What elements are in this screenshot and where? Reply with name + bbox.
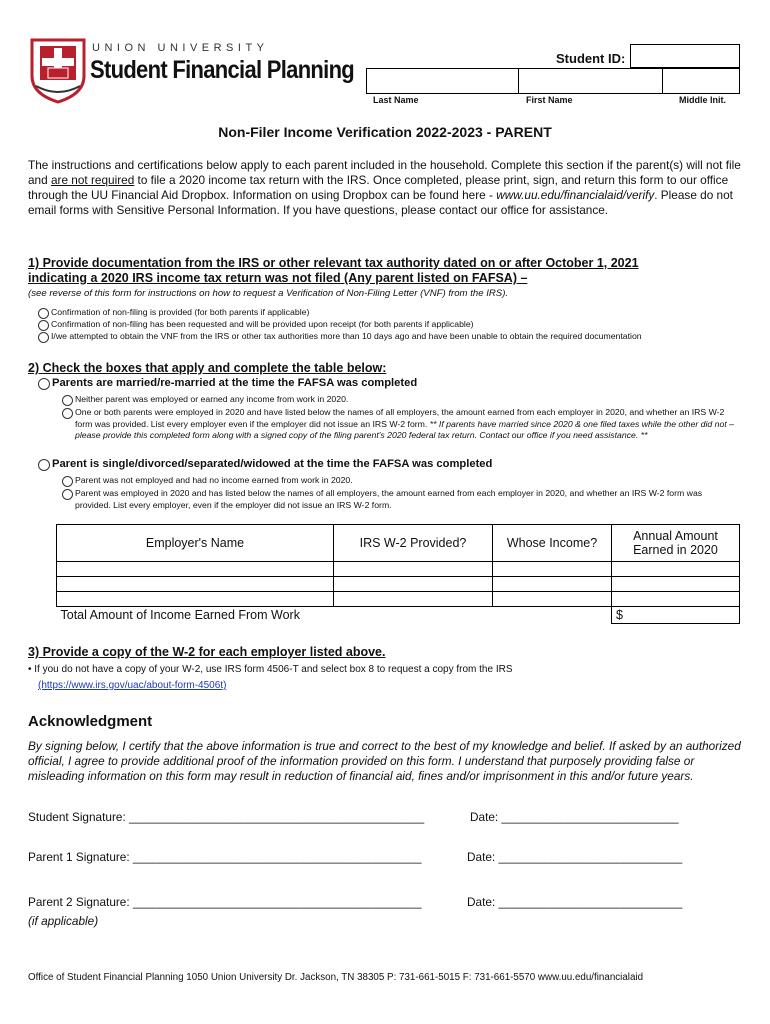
parent1-signature-line[interactable]: Parent 1 Signature: ____________________________________________	[28, 850, 422, 864]
student-id-field[interactable]	[630, 44, 740, 68]
irs-form-link-wrap	[38, 680, 226, 691]
radio-icon[interactable]	[38, 308, 49, 319]
intro-underline: are not required	[50, 173, 135, 187]
form-title: Non-Filer Income Verification 2022-2023 - PARENT	[218, 124, 552, 140]
option-label: Parent is single/divorced/separated/widowed at the time the FAFSA was completed	[52, 458, 493, 470]
acknowledgment-text: By signing below, I certify that the above information is true and correct to the best of my knowledge and belief. If asked by an authorized official, I agree to provide additional proof of the information provided on this form. I understand that purposely providing false or misleading information on this form may result in reduction of financial aid, fines and/or imprisonment in this and/or future years.	[28, 739, 741, 783]
radio-icon[interactable]	[62, 489, 73, 500]
student-id-label: Student ID:	[556, 51, 626, 66]
table-header-row	[57, 525, 740, 562]
option-single-employed[interactable]	[62, 488, 738, 511]
bullet-text: If you do not have a copy of your W-2, use IRS form 4506-T and select box 8 to request a copy from the IRS	[34, 664, 513, 675]
table-row[interactable]	[57, 562, 740, 577]
middle-initial-field[interactable]	[663, 69, 739, 93]
radio-icon[interactable]	[38, 459, 50, 471]
section-2-heading: 2) Check the boxes that apply and complete the table below:	[28, 361, 387, 375]
parent1-date-line[interactable]: Date: ____________________________	[467, 850, 683, 864]
radio-icon[interactable]	[62, 476, 73, 487]
employer-table	[56, 524, 740, 624]
last-name-field[interactable]	[367, 69, 519, 93]
option-parent-single[interactable]	[38, 458, 492, 471]
option-label: I/we attempted to obtain the VNF from the IRS or other tax authorities more than 10 days ago and have been unable to obtain the required documentation	[51, 331, 642, 341]
if-applicable-note: (if applicable)	[28, 914, 99, 928]
section-3-heading: 3) Provide a copy of the W-2 for each employer listed above.	[28, 645, 386, 659]
option-label	[75, 407, 738, 442]
university-seal-logo	[28, 36, 88, 104]
option-label: Parent was not employed and had no income earned from work in 2020.	[75, 475, 353, 485]
section-1-heading	[28, 256, 748, 286]
married-since-note: ** If parents have married since 2020 & one filed taxes while the other did not – please provide this completed form along with a signed copy of the filing parent's 2020 federal tax return. Contact our office if you need assistance. **	[75, 418, 734, 440]
table-total-row	[57, 607, 740, 624]
w2-bullet: • If you do not have a copy of your W-2, use IRS form 4506-T and select box 8 to request a copy from the IRS	[28, 664, 513, 675]
radio-icon[interactable]	[38, 320, 49, 331]
option-parents-married[interactable]	[38, 377, 417, 390]
option-label: Parent was employed in 2020 and has listed below the names of all employers, the amount earned from each employer in 2020, and whether an IRS W-2 form was provided. List every employer, even if the employer did not issue an IRS W-2 form.	[75, 488, 703, 510]
option-vnf-provided[interactable]	[38, 307, 309, 319]
student-name-fields	[366, 68, 740, 94]
option-married-no-income[interactable]	[62, 394, 348, 406]
radio-icon[interactable]	[62, 408, 73, 419]
parent2-date-line[interactable]: Date: ____________________________	[467, 895, 683, 909]
university-name: UNION UNIVERSITY	[92, 42, 269, 54]
first-name-field[interactable]	[519, 69, 663, 93]
table-row[interactable]	[57, 577, 740, 592]
table-row[interactable]	[57, 592, 740, 607]
student-signature-line[interactable]: Student Signature: _____________________________________________	[28, 810, 425, 824]
option-married-employed[interactable]	[62, 407, 738, 442]
acknowledgment-heading: Acknowledgment	[28, 713, 153, 730]
option-single-no-income[interactable]	[62, 475, 353, 487]
intro-paragraph	[28, 158, 743, 218]
radio-icon[interactable]	[38, 378, 50, 390]
intro-text: . Please do not email forms with Sensitive Personal Information. If you have questions, please contact our office for assistance.	[28, 188, 733, 217]
option-label: Confirmation of non-filing is provided (for both parents if applicable)	[51, 307, 310, 317]
option-vnf-unable[interactable]	[38, 331, 642, 343]
section-1-heading-line: indicating a 2020 IRS income tax return was not filed (Any parent listed on FAFSA) –	[28, 271, 528, 285]
first-name-label: First Name	[526, 95, 573, 105]
total-amount-field[interactable]: $	[612, 607, 740, 624]
option-text: One or both parents were employed in 2020 and have listed below the names of all employers, the amount earned from each employer in 2020, and whether an IRS W-2 form was provided. List every employer even if the employer did not issue an IRS W-2 form.	[75, 407, 725, 429]
radio-icon[interactable]	[38, 332, 49, 343]
option-label: Neither parent was employed or earned any income from work in 2020.	[75, 394, 349, 404]
col-annual-amount: Annual Amount Earned in 2020	[612, 525, 740, 562]
last-name-label: Last Name	[373, 95, 419, 105]
option-vnf-requested[interactable]	[38, 319, 474, 331]
col-employer-name: Employer's Name	[57, 525, 334, 562]
department-name: Student Financial Planning	[90, 56, 355, 84]
irs-form-link[interactable]: (https://www.irs.gov/uac/about-form-4506t)	[38, 680, 227, 691]
intro-text: The instructions and certifications below apply to each parent included in the household. Complete this section if the parent(s) will not file and	[28, 158, 741, 187]
radio-icon[interactable]	[62, 395, 73, 406]
intro-text: to file a 2020 income tax return with the IRS. Once completed, please print, sign, and return this form to our office through the UU Financial Aid Dropbox. Information on using Dropbox can be found here -	[28, 173, 729, 202]
option-label: Confirmation of non-filing has been requested and will be provided upon receipt (for both parents if applicable)	[51, 319, 474, 329]
footer-contact: Office of Student Financial Planning 1050 Union University Dr. Jackson, TN 38305 P: 731-661-5015 F: 731-661-5570 www.uu.edu/financialaid	[28, 972, 644, 983]
section-1-heading-line: 1) Provide documentation from the IRS or other relevant tax authority dated on or after October 1, 2021	[28, 256, 639, 270]
total-label: Total Amount of Income Earned From Work	[57, 607, 612, 624]
col-w2-provided: IRS W-2 Provided?	[334, 525, 493, 562]
verify-url: www.uu.edu/financialaid/verify	[496, 188, 655, 202]
section-1-note: (see reverse of this form for instructions on how to request a Verification of Non-Filing Letter (VNF) from the IRS).	[28, 288, 509, 299]
middle-initial-label: Middle Init.	[679, 95, 726, 105]
option-label: Parents are married/re-married at the time the FAFSA was completed	[52, 377, 418, 389]
parent2-signature-line[interactable]: Parent 2 Signature: ____________________________________________	[28, 895, 422, 909]
col-whose-income: Whose Income?	[493, 525, 612, 562]
student-date-line[interactable]: Date: ___________________________	[470, 810, 679, 824]
